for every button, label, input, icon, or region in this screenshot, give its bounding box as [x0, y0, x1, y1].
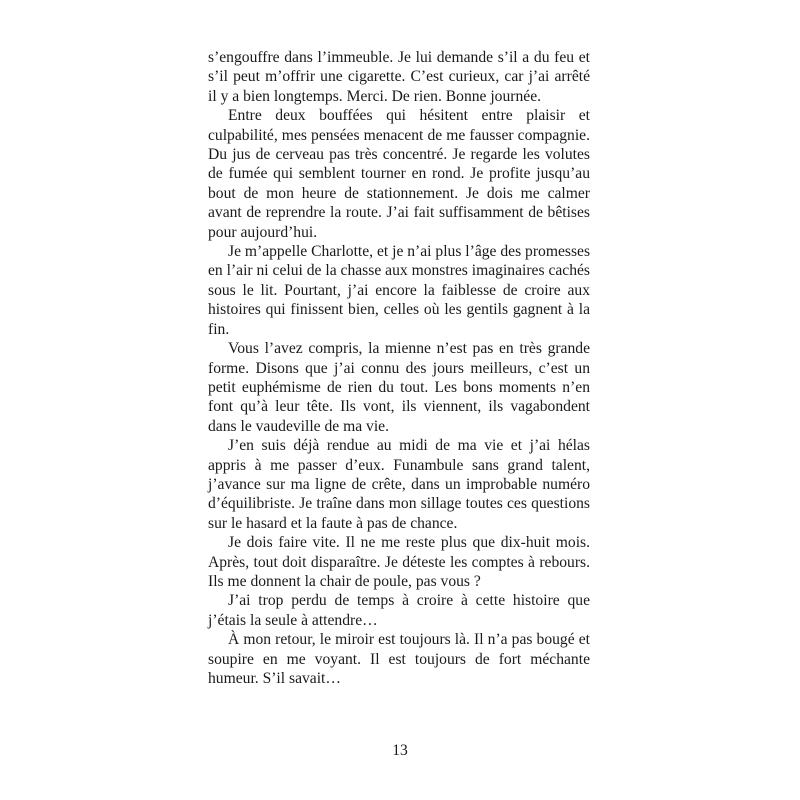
paragraph: À mon retour, le miroir est toujours là. Il n’a pas bougé et soupire en me voyant. Il est toujours de fort méchante humeur. S’il savait… — [208, 631, 590, 687]
paragraph: Je dois faire vite. Il ne me reste plus que dix-huit mois. Après, tout doit disparaître. Je déteste les comptes à rebours. Ils me donnent la chair de poule, pas vous ? — [208, 534, 590, 590]
paragraph: Vous l’avez compris, la mienne n’est pas en très grande forme. Disons que j’ai connu des jours meilleurs, c’est un petit euphémisme de rien du tout. Les bons moments n’en font qu’à leur tête. Ils vont, ils viennent, ils vagabondent dans le vaudeville de ma vie. — [208, 340, 590, 435]
paragraph: Entre deux bouffées qui hésitent entre plaisir et culpabilité, mes pensées menacent de me fausser compagnie. Du jus de cerveau pas très concentré. Je regarde les volutes de fumée qui semblent tourner en rond. Je profite jusqu’au bout de mon heure de stationnement. Je dois me calmer avant de reprendre la route. J’ai fait suffisamment de bêtises pour aujourd’hui. — [208, 107, 590, 241]
page-number: 13 — [392, 742, 408, 759]
body-text — [208, 48, 590, 688]
paragraph: J’ai trop perdu de temps à croire à cette histoire que j’étais la seule à attendre… — [208, 592, 590, 629]
paragraph: Je m’appelle Charlotte, et je n’ai plus l’âge des promesses en l’air ni celui de la chasse aux monstres imaginaires cachés sous le lit. Pourtant, j’ai encore la faiblesse de croire aux histoires qui finissent bien, celles où les gentils gagnent à la fin. — [208, 243, 591, 338]
paragraph: J’en suis déjà rendue au midi de ma vie et j’ai hélas appris à me passer d’eux. Funambule sans grand talent, j’avance sur ma ligne de crête, dans un improbable numéro d’équilibriste. Je traîne dans mon sillage toutes ces questions sur le hasard et la faute à pas de chance. — [208, 437, 590, 532]
paragraph: s’engouffre dans l’immeuble. Je lui demande s’il a du feu et s’il peut m’offrir une cigarette. C’est curieux, car j’ai arrêté il y a bien longtemps. Merci. De rien. Bonne journée. — [208, 49, 590, 105]
